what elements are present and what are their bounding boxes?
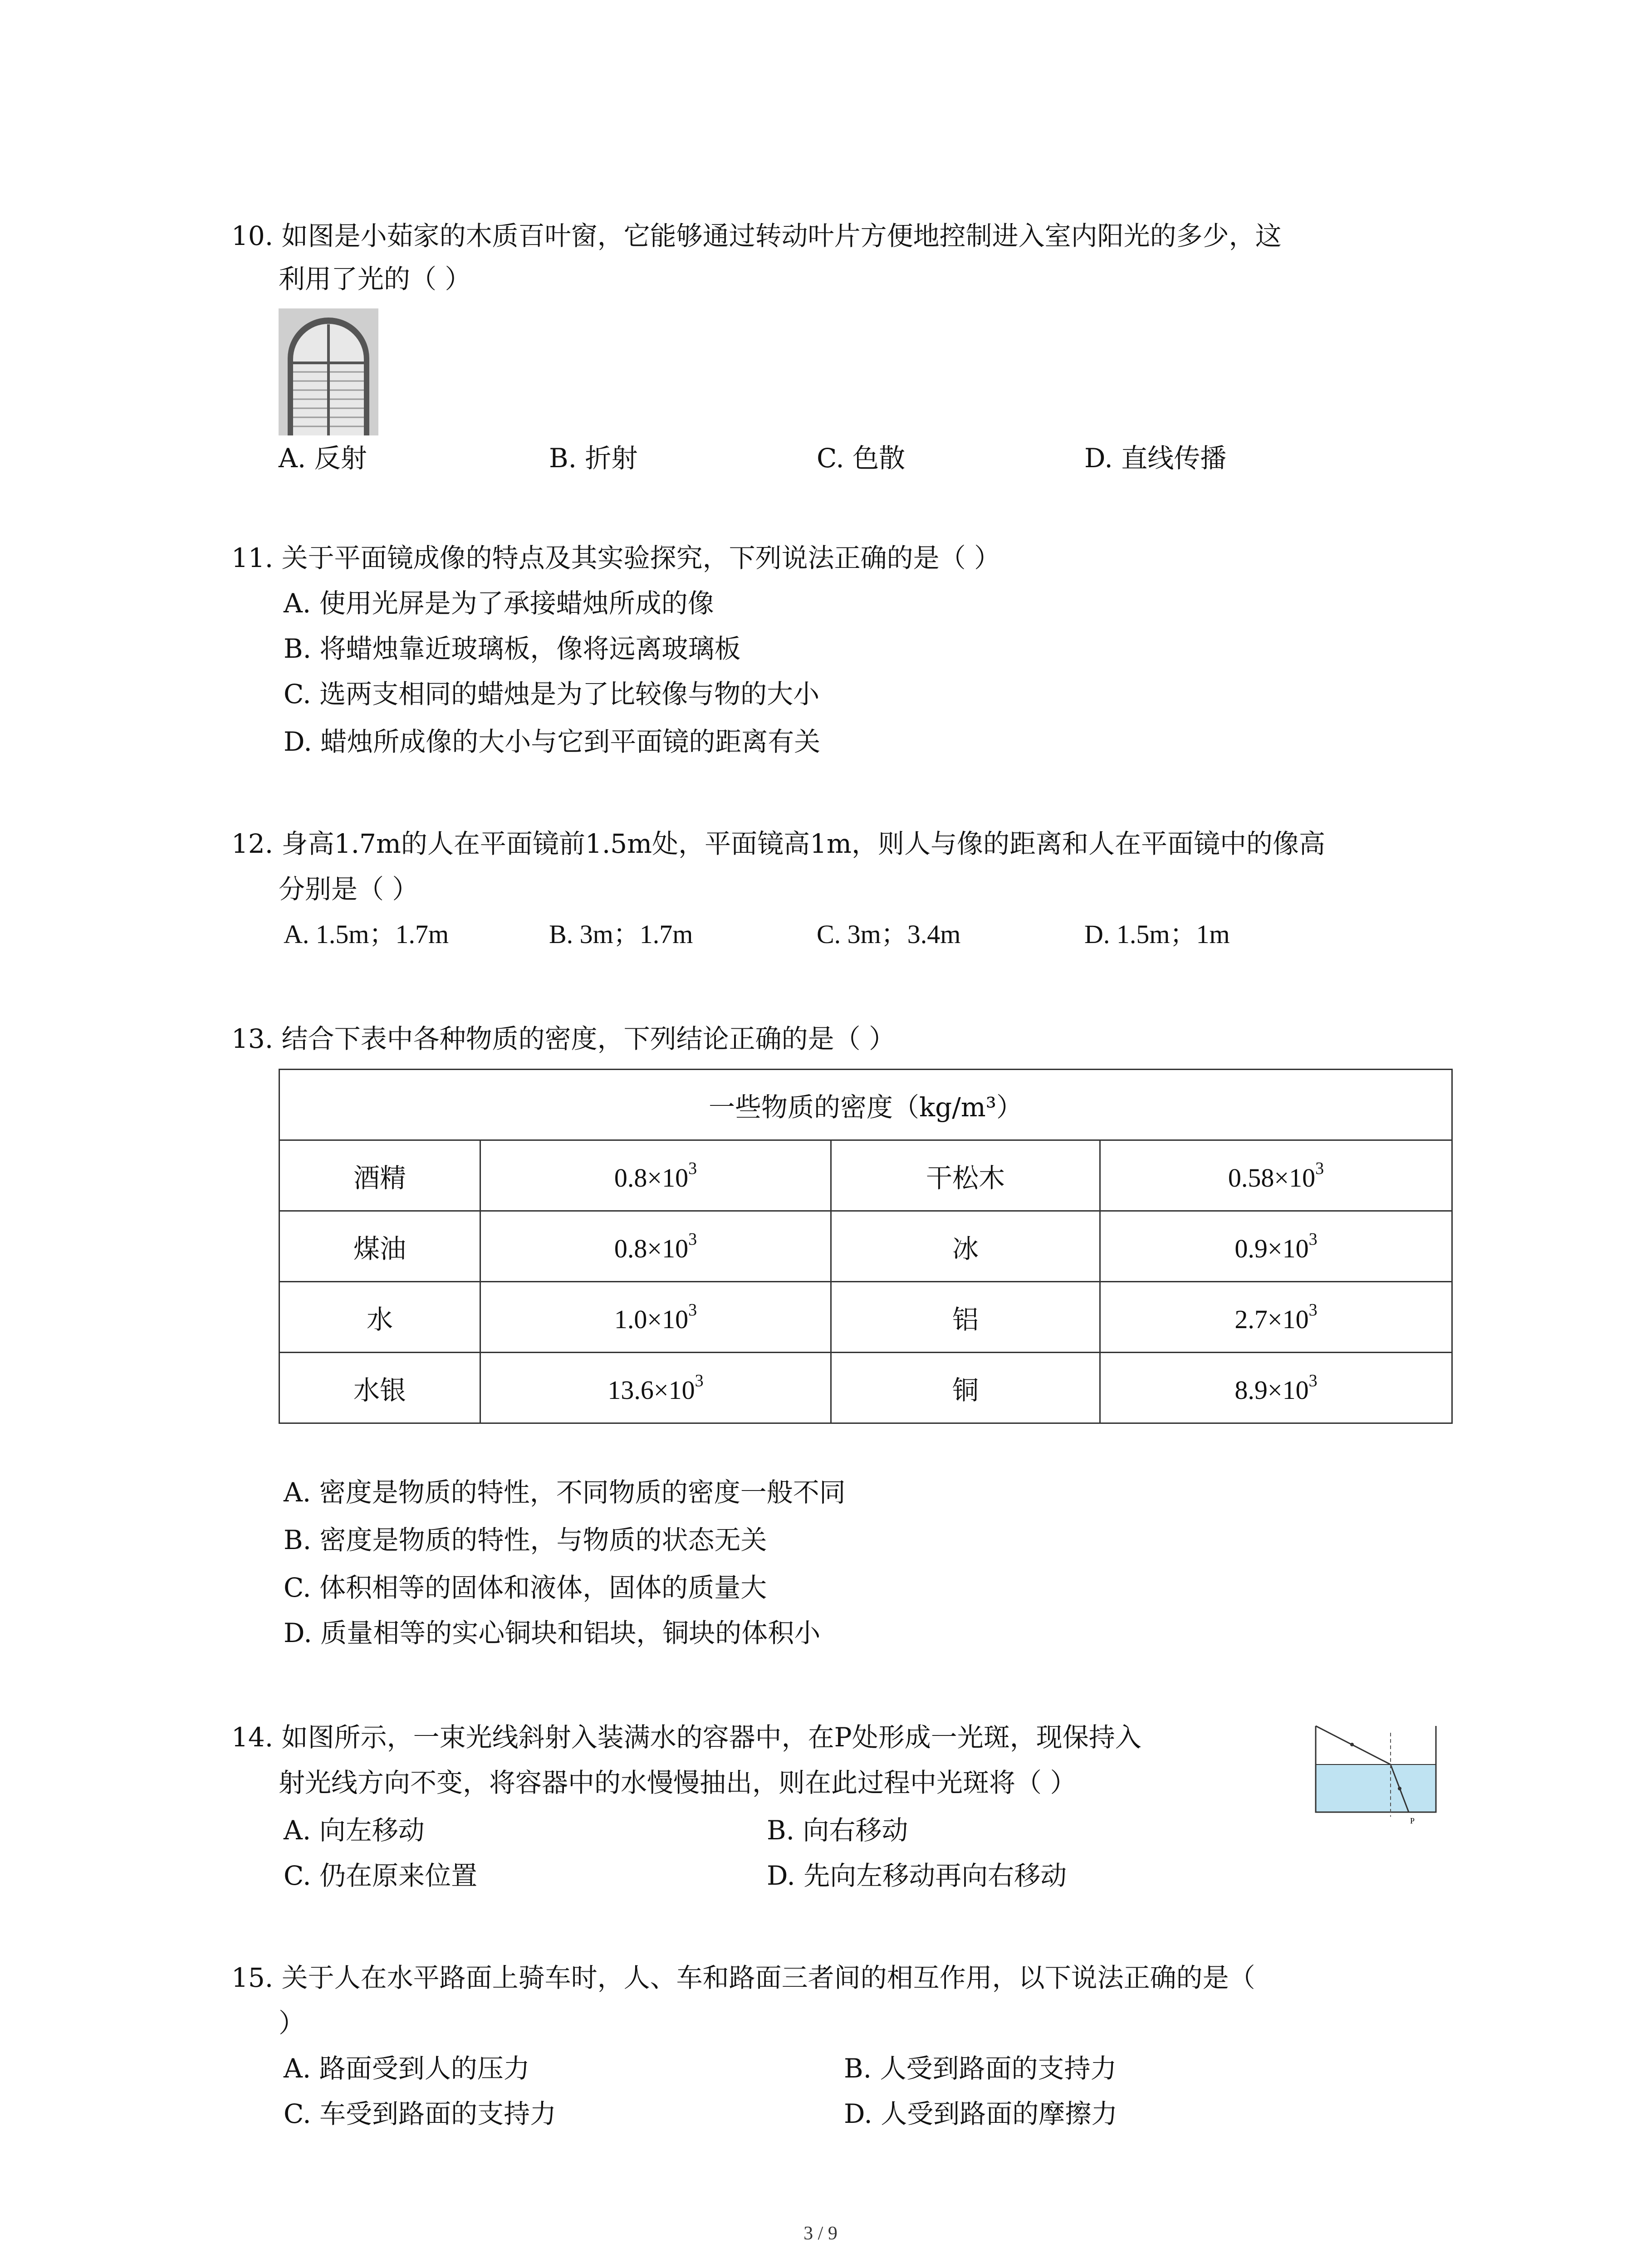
q14-option-d: D. 先向左移动再向右移动 — [767, 1860, 1067, 1891]
q13-option-c: C. 体积相等的固体和液体，固体的质量大 — [284, 1572, 767, 1603]
q11-option-a: A. 使用光屏是为了承接蜡烛所成的像 — [284, 588, 714, 619]
q12-line1: 12. 身高1.7m的人在平面镜前1.5m处，平面镜高1m，则人与像的距离和人在平面镜中的像高 — [231, 828, 1326, 859]
density-table-title: 一些物质的密度（kg/m³） — [279, 1070, 1452, 1140]
substance-cell: 煤油 — [279, 1211, 480, 1282]
q11-line1: 11. 关于平面镜成像的特点及其实验探究，下列说法正确的是（ ） — [231, 543, 1001, 573]
q13-option-a: A. 密度是物质的特性，不同物质的密度一般不同 — [284, 1477, 846, 1508]
q12-line2: 分别是（ ） — [279, 874, 419, 904]
q12-option-a: A. 1.5m；1.7m — [284, 919, 449, 949]
q13-option-b: B. 密度是物质的特性，与物质的状态无关 — [284, 1525, 767, 1555]
q15-option-a: A. 路面受到人的压力 — [284, 2053, 530, 2084]
q15-option-b: B. 人受到路面的支持力 — [844, 2053, 1117, 2084]
table-row — [279, 1140, 1452, 1211]
substance-cell: 铜 — [831, 1353, 1100, 1423]
substance-cell: 水银 — [279, 1353, 480, 1423]
q15-line1: 15. 关于人在水平路面上骑车时，人、车和路面三者间的相互作用，以下说法正确的是（ — [231, 1962, 1255, 1993]
q15-line2: ） — [279, 2008, 305, 2038]
density-cell: $0.9\times 10^3$ — [1100, 1211, 1452, 1282]
density-cell: $2.7\times 10^3$ — [1100, 1282, 1452, 1353]
q14-option-c: C. 仍在原来位置 — [284, 1860, 478, 1891]
q15-option-c: C. 车受到路面的支持力 — [284, 2098, 557, 2129]
density-cell: $1.0\times 10^3$ — [480, 1282, 831, 1353]
q10-option-a: A. 反射 — [279, 443, 367, 474]
substance-cell: 铝 — [831, 1282, 1100, 1353]
q14-line1: 14. 如图所示，一束光线斜射入装满水的容器中，在P处形成一光斑，现保持入 — [231, 1722, 1141, 1753]
density-cell: $0.8\times 10^3$ — [480, 1211, 831, 1282]
table-row — [279, 1353, 1452, 1423]
figure-label-p: P — [1410, 1816, 1415, 1825]
q10-option-d: D. 直线传播 — [1084, 443, 1227, 474]
q10-line1: 10. 如图是小茹家的木质百叶窗，它能够通过转动叶片方便地控制进入室内阳光的多少，这 — [231, 220, 1282, 251]
table-row — [279, 1211, 1452, 1282]
q14-option-b: B. 向右移动 — [767, 1815, 908, 1846]
substance-cell: 冰 — [831, 1211, 1100, 1282]
window-shutter-image — [279, 308, 378, 435]
q12-option-d: D. 1.5m；1m — [1084, 919, 1230, 949]
density-cell: $0.8\times 10^3$ — [480, 1140, 831, 1211]
q14-option-a: A. 向左移动 — [284, 1815, 425, 1846]
refraction-figure — [1307, 1708, 1443, 1826]
q12-option-b: B. 3m；1.7m — [549, 919, 693, 949]
density-cell: $0.58\times 10^3$ — [1100, 1140, 1452, 1211]
table-row — [279, 1282, 1452, 1353]
q11-option-b: B. 将蜡烛靠近玻璃板，像将远离玻璃板 — [284, 633, 741, 664]
q10-option-c: C. 色散 — [817, 443, 906, 474]
substance-cell: 酒精 — [279, 1140, 480, 1211]
density-cell: $13.6\times 10^3$ — [480, 1353, 831, 1423]
q15-option-d: D. 人受到路面的摩擦力 — [844, 2098, 1118, 2129]
q10-option-b: B. 折射 — [549, 443, 638, 474]
q13-option-d: D. 质量相等的实心铜块和铝块，铜块的体积小 — [284, 1618, 821, 1648]
q11-option-c: C. 选两支相同的蜡烛是为了比较像与物的大小 — [284, 679, 820, 709]
q10-line2: 利用了光的（ ） — [279, 264, 471, 294]
density-cell: $8.9\times 10^3$ — [1100, 1353, 1452, 1423]
q14-line2: 射光线方向不变，将容器中的水慢慢抽出，则在此过程中光斑将（ ） — [279, 1767, 1077, 1798]
substance-cell: 干松木 — [831, 1140, 1100, 1211]
q13-line1: 13. 结合下表中各种物质的密度，下列结论正确的是（ ） — [231, 1023, 896, 1054]
q11-option-d: D. 蜡烛所成像的大小与它到平面镜的距离有关 — [284, 726, 821, 757]
page-number: 3 / 9 — [803, 2223, 838, 2244]
substance-cell: 水 — [279, 1282, 480, 1353]
density-table — [279, 1069, 1453, 1424]
q12-option-c: C. 3m；3.4m — [817, 919, 961, 949]
